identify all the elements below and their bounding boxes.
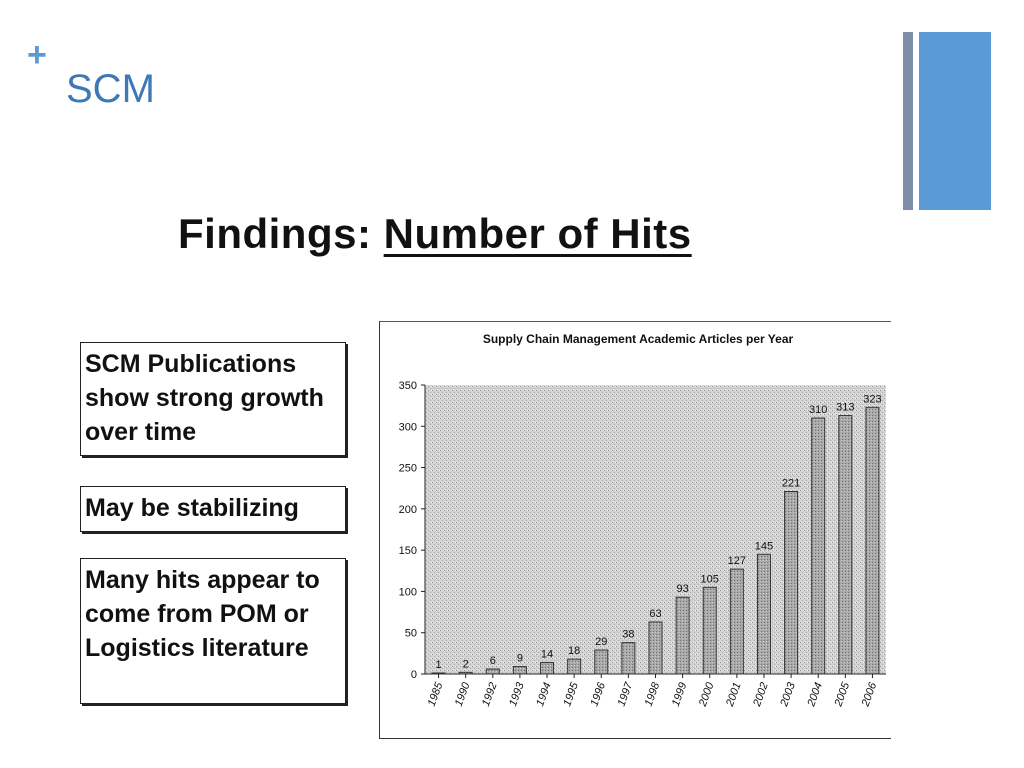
bar — [812, 418, 825, 674]
bar — [541, 662, 554, 674]
bar — [866, 407, 879, 674]
callout-growth: SCM Publications show strong growth over time — [80, 342, 346, 456]
bar-data-label: 310 — [809, 404, 828, 417]
bar-data-label: 38 — [622, 628, 635, 641]
y-tick-label: 300 — [398, 421, 417, 434]
chart-plot-layer — [399, 380, 886, 709]
chart-title: Supply Chain Management Academic Articles per Year — [482, 332, 794, 346]
findings-heading-underlined: Number of Hits — [383, 210, 692, 257]
bar-data-label: 105 — [700, 573, 719, 586]
findings-heading — [178, 206, 692, 262]
x-tick-label: 1995 — [561, 680, 581, 709]
x-tick-label: 1985 — [425, 680, 446, 709]
y-tick-label: 150 — [398, 545, 417, 558]
bar-data-label: 9 — [516, 652, 523, 665]
bar-data-label: 14 — [540, 648, 554, 661]
x-tick-label: 1996 — [588, 680, 609, 709]
callout-sources: Many hits appear to come from POM or Logistics literature — [80, 558, 346, 704]
bar — [703, 587, 716, 674]
x-tick-label: 1992 — [479, 680, 500, 709]
bar — [595, 650, 608, 674]
slide-title: SCM — [66, 67, 155, 111]
bar-data-label: 145 — [754, 540, 774, 553]
bar-data-label: 6 — [489, 655, 496, 668]
x-tick-label: 1999 — [669, 680, 690, 709]
bar — [676, 597, 689, 674]
bar-data-label: 313 — [836, 401, 855, 414]
bar-data-label: 18 — [568, 645, 581, 658]
bar — [432, 673, 445, 674]
accent-bar-thin — [903, 32, 913, 210]
bar-data-label: 221 — [781, 477, 801, 490]
callout-stabilizing: May be stabilizing — [80, 486, 346, 532]
bar-data-label: 63 — [649, 607, 662, 620]
bar — [459, 672, 472, 674]
x-tick-label: 2004 — [805, 680, 826, 709]
bar — [486, 669, 499, 674]
bar-data-label: 29 — [595, 636, 608, 649]
bar — [839, 416, 852, 674]
x-tick-label: 2006 — [859, 680, 880, 709]
bar — [649, 622, 662, 674]
x-tick-label: 2002 — [751, 680, 771, 709]
x-tick-label: 1990 — [452, 680, 473, 709]
x-tick-label: 1998 — [642, 680, 663, 709]
y-tick-label: 100 — [398, 586, 417, 599]
x-tick-label: 2003 — [778, 680, 798, 709]
y-tick-label: 50 — [404, 627, 417, 640]
y-tick-label: 250 — [398, 462, 417, 475]
bar-data-label: 127 — [727, 555, 747, 568]
x-tick-label: 1994 — [534, 680, 554, 709]
chart-frame — [379, 321, 891, 739]
bar-chart — [380, 322, 892, 740]
x-tick-label: 1997 — [615, 680, 636, 709]
bar — [757, 554, 770, 674]
bar-data-label: 93 — [676, 583, 689, 596]
bar — [730, 569, 743, 674]
bar — [513, 667, 526, 674]
y-tick-label: 200 — [398, 503, 417, 516]
x-tick-label: 2005 — [832, 680, 853, 709]
x-tick-label: 1993 — [507, 680, 527, 709]
bar-data-label: 2 — [462, 658, 469, 671]
x-tick-label: 2000 — [696, 680, 717, 709]
bar-data-label: 323 — [863, 393, 882, 406]
findings-heading-prefix: Findings: — [178, 210, 384, 257]
accent-bar-wide — [919, 32, 991, 210]
x-tick-label: 2001 — [724, 680, 744, 709]
y-tick-label: 0 — [410, 669, 417, 681]
y-tick-label: 350 — [398, 380, 417, 392]
plus-marker: + — [27, 36, 47, 74]
bar — [568, 659, 581, 674]
bar-data-label: 1 — [435, 659, 442, 671]
bar — [785, 492, 798, 674]
bar — [622, 643, 635, 674]
